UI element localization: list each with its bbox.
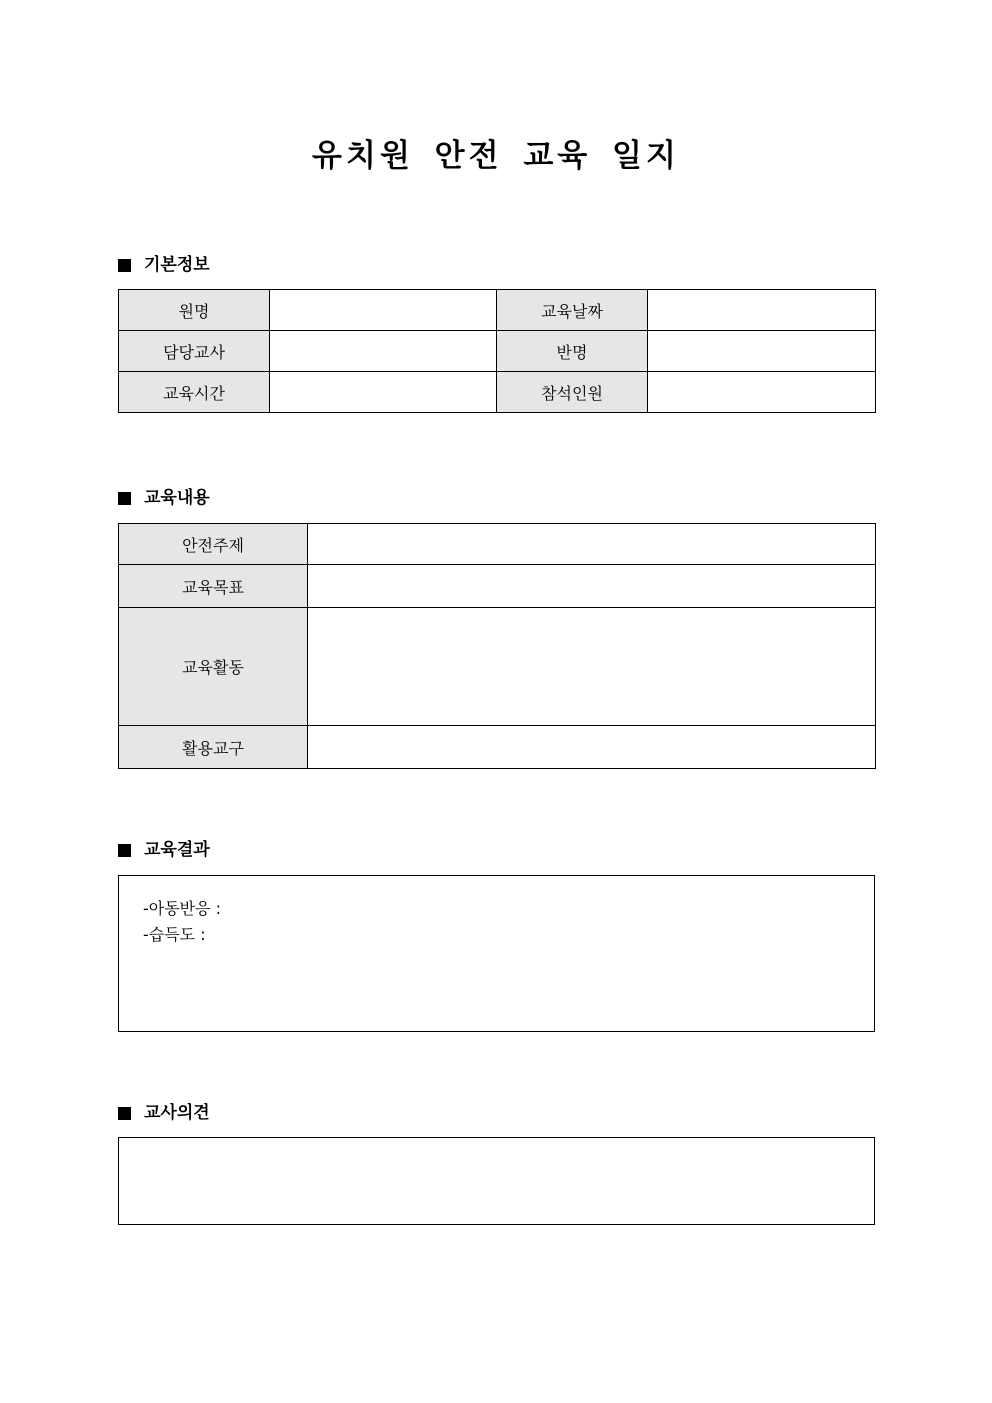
safety-topic-field[interactable] xyxy=(308,524,876,565)
education-time-label: 교육시간 xyxy=(119,372,270,413)
section-heading-opinion xyxy=(118,1101,210,1125)
table-row xyxy=(119,290,876,331)
square-bullet-icon xyxy=(118,844,131,857)
table-row xyxy=(119,372,876,413)
teacher-field[interactable] xyxy=(270,331,497,372)
table-row xyxy=(119,331,876,372)
section-heading-result xyxy=(118,838,210,862)
kindergarten-name-field[interactable] xyxy=(270,290,497,331)
acquisition-line: -습득도 : xyxy=(143,925,206,944)
basic-info-table xyxy=(118,289,876,413)
teaching-tools-field[interactable] xyxy=(308,726,876,769)
class-name-label: 반명 xyxy=(497,331,648,372)
section-heading-label: 교사의견 xyxy=(144,1103,210,1123)
attendance-label: 참석인원 xyxy=(497,372,648,413)
square-bullet-icon xyxy=(118,1107,131,1120)
education-activity-label: 교육활동 xyxy=(119,608,308,726)
table-row xyxy=(119,608,876,726)
table-row xyxy=(119,726,876,769)
safety-topic-label: 안전주제 xyxy=(119,524,308,565)
section-heading-content xyxy=(118,486,210,510)
table-row xyxy=(119,524,876,565)
education-activity-field[interactable] xyxy=(308,608,876,726)
education-date-field[interactable] xyxy=(648,290,876,331)
teacher-label: 담당교사 xyxy=(119,331,270,372)
education-result-box[interactable] xyxy=(118,875,875,1032)
education-date-label: 교육날짜 xyxy=(497,290,648,331)
section-heading-label: 기본정보 xyxy=(144,255,210,275)
education-time-field[interactable] xyxy=(270,372,497,413)
kindergarten-name-label: 원명 xyxy=(119,290,270,331)
child-reaction-line: -아동반응 : xyxy=(143,899,222,918)
content-table xyxy=(118,523,876,769)
square-bullet-icon xyxy=(118,492,131,505)
section-heading-basic-info xyxy=(118,253,210,277)
result-lines xyxy=(119,876,874,948)
attendance-field[interactable] xyxy=(648,372,876,413)
teaching-tools-label: 활용교구 xyxy=(119,726,308,769)
education-goal-label: 교육목표 xyxy=(119,565,308,608)
page-title: 유치원 안전 교육 일지 xyxy=(312,138,680,174)
class-name-field[interactable] xyxy=(648,331,876,372)
section-heading-label: 교육결과 xyxy=(144,840,210,860)
section-heading-label: 교육내용 xyxy=(144,488,210,508)
teacher-opinion-box[interactable] xyxy=(118,1137,875,1225)
square-bullet-icon xyxy=(118,259,131,272)
education-goal-field[interactable] xyxy=(308,565,876,608)
table-row xyxy=(119,565,876,608)
